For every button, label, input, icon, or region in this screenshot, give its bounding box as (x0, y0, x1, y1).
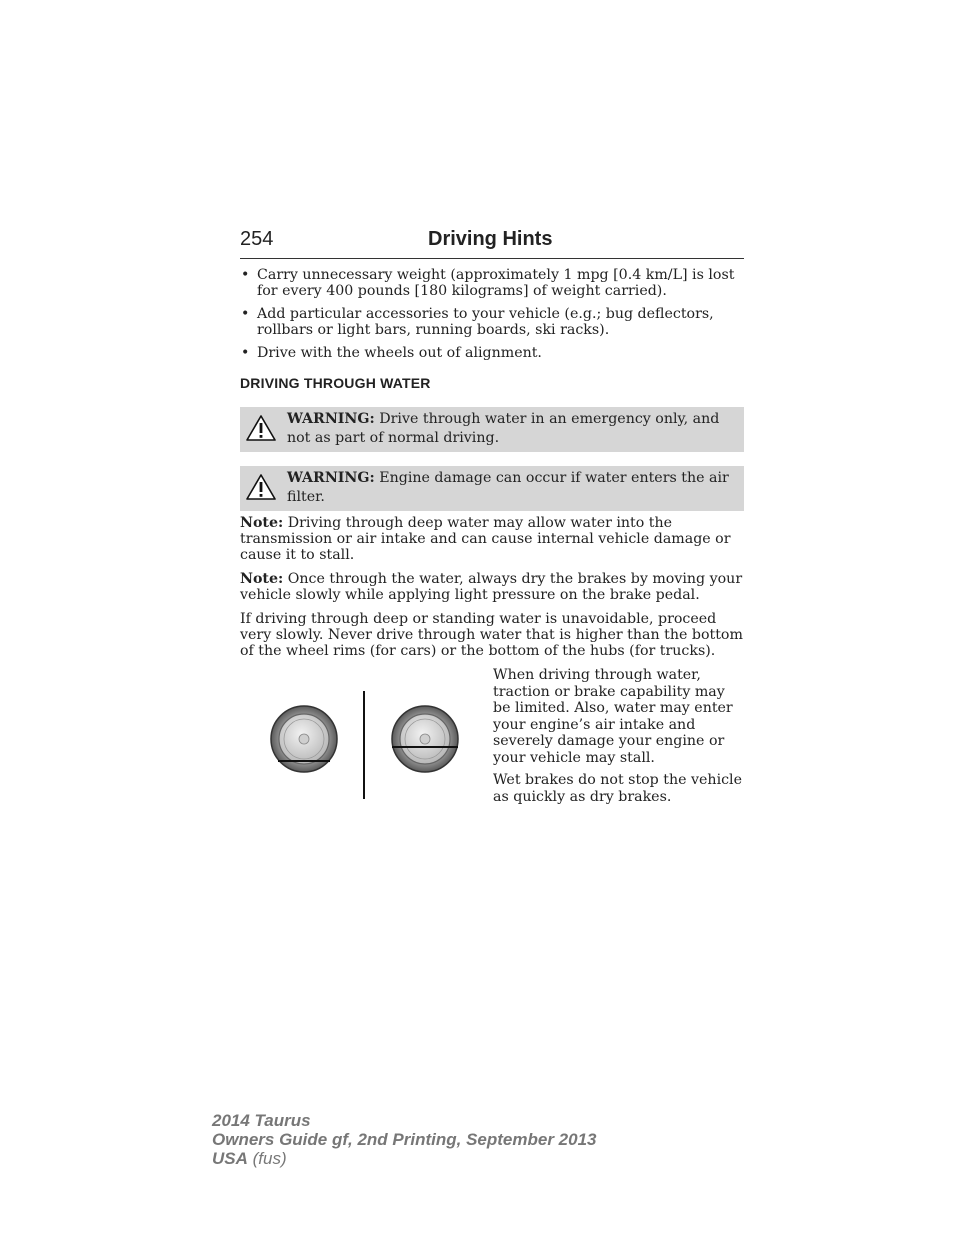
footer-region (212, 1149, 596, 1168)
page-content (240, 228, 744, 811)
warning-box (240, 466, 744, 511)
side-paragraph: When driving through water, traction or brake capability may be limited. Also, water may enter your engine’s air intake and severely damage your engine or your vehicle may stall. (493, 667, 733, 766)
warning-text: Drive through water in an emergency only, and not as part of normal driving. (287, 411, 720, 446)
section-heading: DRIVING THROUGH WATER (240, 375, 431, 391)
warning-label: WARNING: (287, 470, 375, 486)
car-wheel-icon (271, 706, 337, 772)
note-label: Note: (240, 571, 284, 587)
footer-guide-info: Owners Guide gf, 2nd Printing, September 2013 (212, 1130, 597, 1149)
note-label: Note: (240, 515, 284, 531)
footer-region-main: USA (212, 1149, 248, 1168)
note-paragraph (240, 571, 744, 603)
footer-region-code: (fus) (247, 1149, 287, 1168)
note-text: Driving through deep water may allow water into the transmission or air intake and can cause internal vehicle damage or cause it to stall. (240, 515, 731, 563)
wheel-water-illustration (240, 667, 493, 807)
warning-triangle-icon (245, 414, 277, 442)
note-text: Once through the water, always dry the brakes by moving your vehicle slowly while applying light pressure on the brake pedal. (240, 571, 743, 603)
chapter-title: Driving Hints (428, 228, 553, 250)
list-item: • Carry unnecessary weight (approximately 1 mpg [0.4 km/L] is lost for every 400 pounds [180 kilograms] of weight carried). (240, 267, 744, 299)
warning-text: Engine damage can occur if water enters the air filter. (287, 470, 729, 505)
figure-row (240, 667, 744, 811)
list-item: • Drive with the wheels out of alignment. (240, 345, 744, 361)
warning-box (240, 407, 744, 452)
body-paragraph: If driving through deep or standing water is unavoidable, proceed very slowly. Never drive through water that is higher than the bottom of the wheel rims (for cars) or the bottom of the hubs (for trucks). (240, 611, 743, 659)
warning-triangle-icon (245, 473, 277, 501)
page-number: 254 (240, 228, 274, 250)
side-text (493, 667, 744, 811)
warning-label: WARNING: (287, 411, 375, 427)
page-header (240, 228, 744, 259)
truck-wheel-icon (392, 706, 458, 772)
list-item: • Add particular accessories to your vehicle (e.g.; bug deflectors, rollbars or light bars, running boards, ski racks). (240, 306, 744, 338)
footer-model: 2014 Taurus (212, 1111, 311, 1130)
wheel-diagram (240, 667, 493, 807)
note-paragraph (240, 515, 744, 563)
page-footer (212, 1111, 596, 1168)
bullet-list (240, 267, 744, 361)
side-paragraph: Wet brakes do not stop the vehicle as quickly as dry brakes. (493, 772, 742, 805)
